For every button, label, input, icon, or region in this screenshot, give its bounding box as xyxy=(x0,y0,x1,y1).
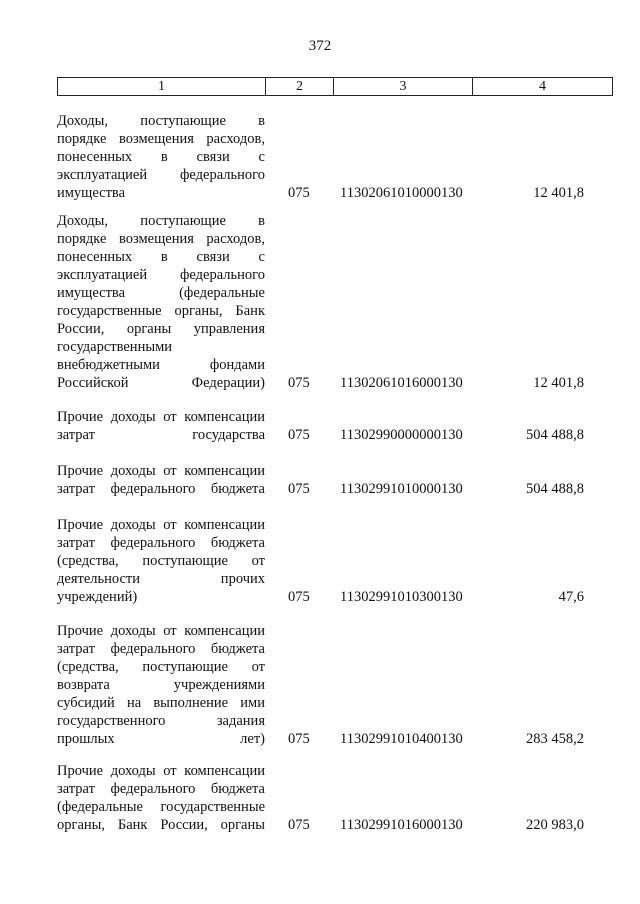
row-description xyxy=(57,516,265,606)
page-number: 372 xyxy=(308,38,332,54)
description-line: Прочие доходы от компенсации xyxy=(57,623,265,639)
description-line: Прочие доходы от компенсации xyxy=(57,463,265,479)
admin-code: 075 xyxy=(288,185,310,201)
amount-value: 504 488,8 xyxy=(526,481,584,497)
header-col-3: 3 xyxy=(334,78,473,95)
description-line: России, органы управления xyxy=(57,321,265,337)
amount-value: 504 488,8 xyxy=(526,427,584,443)
table-row xyxy=(57,112,613,202)
description-line: имущества (федеральные xyxy=(57,285,265,301)
table-row xyxy=(57,622,613,748)
description-line: субсидий на выполнение ими xyxy=(57,695,265,711)
table-header xyxy=(57,77,613,96)
description-line: (средства, поступающие от xyxy=(57,553,265,569)
description-line: затрат федерального бюджета xyxy=(57,641,265,657)
description-line: затрат федерального бюджета xyxy=(57,535,265,551)
amount-value: 12 401,8 xyxy=(533,375,584,391)
budget-code: 11302990000000130 xyxy=(340,427,463,443)
amount-value: 12 401,8 xyxy=(533,185,584,201)
row-description xyxy=(57,112,265,202)
description-line: государственные органы, Банк xyxy=(57,303,265,319)
description-line: (федеральные государственные xyxy=(57,799,265,815)
description-line: Прочие доходы от компенсации xyxy=(57,409,265,425)
description-line: порядке возмещения расходов, xyxy=(57,131,265,147)
description-line: Доходы, поступающие в xyxy=(57,113,265,129)
description-line: Прочие доходы от компенсации xyxy=(57,763,265,779)
description-line: понесенных в связи с xyxy=(57,149,265,165)
budget-code: 11302991010000130 xyxy=(340,481,463,497)
table-row xyxy=(57,516,613,606)
row-description xyxy=(57,212,265,392)
amount-value: 47,6 xyxy=(558,589,584,605)
table-row xyxy=(57,762,613,834)
header-col-2: 2 xyxy=(266,78,334,95)
description-line: имущества xyxy=(57,185,126,201)
description-line: внебюджетными фондами xyxy=(57,357,265,373)
description-line: затрат федерального бюджета xyxy=(57,481,265,497)
description-line: Прочие доходы от компенсации xyxy=(57,517,265,533)
amount-value: 283 458,2 xyxy=(526,731,584,747)
description-line: органы, Банк России, органы xyxy=(57,817,265,833)
description-line: прошлых лет) xyxy=(57,731,265,747)
description-line: эксплуатацией федерального xyxy=(57,267,265,283)
row-description xyxy=(57,622,265,748)
row-description xyxy=(57,762,265,834)
description-line: (средства, поступающие от xyxy=(57,659,265,675)
description-line: понесенных в связи с xyxy=(57,249,265,265)
budget-code: 11302061016000130 xyxy=(340,375,463,391)
description-line: Доходы, поступающие в xyxy=(57,213,265,229)
admin-code: 075 xyxy=(288,427,310,443)
description-line: затрат государства xyxy=(57,427,265,443)
header-col-1: 1 xyxy=(58,78,266,95)
table-row xyxy=(57,212,613,392)
row-description xyxy=(57,408,265,444)
budget-code: 11302991016000130 xyxy=(340,817,463,833)
row-description xyxy=(57,462,265,498)
admin-code: 075 xyxy=(288,375,310,391)
description-line: деятельности прочих xyxy=(57,571,265,587)
amount-value: 220 983,0 xyxy=(526,817,584,833)
admin-code: 075 xyxy=(288,589,310,605)
description-line: затрат федерального бюджета xyxy=(57,781,265,797)
admin-code: 075 xyxy=(288,731,310,747)
budget-code: 11302991010400130 xyxy=(340,731,463,747)
description-line: государственного задания xyxy=(57,713,265,729)
description-line: Российской Федерации) xyxy=(57,375,265,391)
table-row xyxy=(57,462,613,498)
description-line: порядке возмещения расходов, xyxy=(57,231,265,247)
table-row xyxy=(57,408,613,444)
description-line: государственными xyxy=(57,339,173,355)
description-line: эксплуатацией федерального xyxy=(57,167,265,183)
budget-code: 11302061010000130 xyxy=(340,185,463,201)
description-line: учреждений) xyxy=(57,589,138,605)
admin-code: 075 xyxy=(288,817,310,833)
admin-code: 075 xyxy=(288,481,310,497)
budget-code: 11302991010300130 xyxy=(340,589,463,605)
header-col-4: 4 xyxy=(539,79,546,94)
description-line: возврата учреждениями xyxy=(57,677,265,693)
